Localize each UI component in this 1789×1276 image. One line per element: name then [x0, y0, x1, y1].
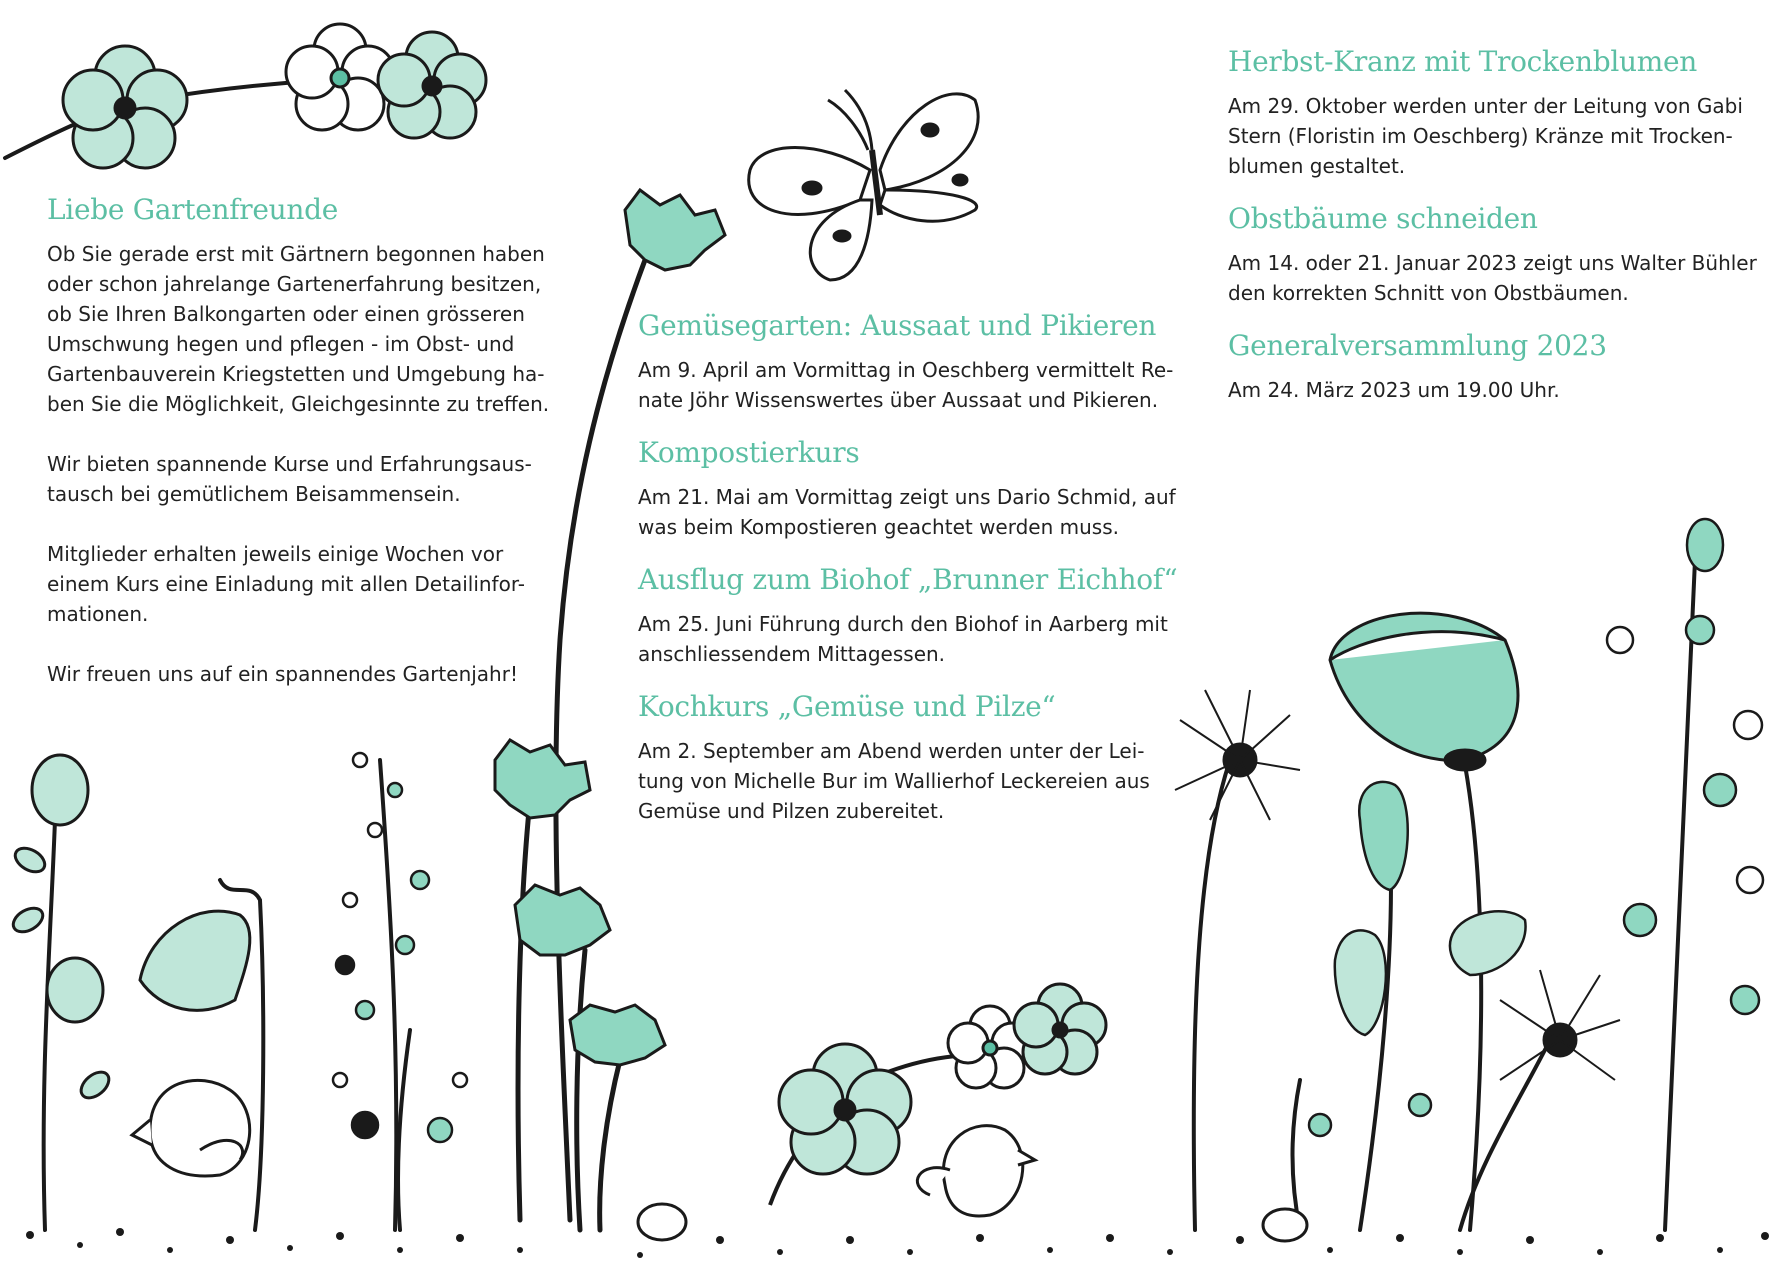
event-text-line: anschliessendem Mittagessen. [638, 642, 946, 666]
event-text-line: Am 9. April am Vormittag in Oeschberg vermittelt Re- [638, 358, 1174, 382]
event-section [1228, 328, 1768, 405]
intro-heading: Liebe Gartenfreunde [47, 193, 338, 226]
intro-line: oder schon jahrelange Gartenerfahrung besitzen, [47, 272, 542, 296]
intro-column [47, 192, 567, 689]
event-section [638, 435, 1178, 542]
event-text-line: Am 24. März 2023 um 19.00 Uhr. [1228, 378, 1560, 402]
intro-line: ob Sie Ihren Balkongarten oder einen grösseren [47, 302, 525, 326]
event-text-line: Am 21. Mai am Vormittag zeigt uns Dario Schmid, auf [638, 485, 1176, 509]
intro-line: tausch bei gemütlichem Beisammensein. [47, 482, 461, 506]
event-section [638, 689, 1178, 826]
butterfly [749, 90, 978, 280]
intro-line: einem Kurs eine Einladung mit allen Detailinfor- [47, 572, 525, 596]
intro-line: Gartenbauverein Kriegstetten und Umgebung ha- [47, 362, 545, 386]
event-section [638, 308, 1178, 415]
event-text-line: Am 25. Juni Führung durch den Biohof in Aarberg mit [638, 612, 1168, 636]
intro-line: Wir bieten spannende Kurse und Erfahrungsaus- [47, 452, 532, 476]
bird-left [132, 1080, 250, 1176]
paragraph-gap [47, 629, 567, 659]
event-heading: Generalversammlung 2023 [1228, 329, 1607, 362]
intro-line: Wir freuen uns auf ein spannendes Gartenjahr! [47, 662, 518, 686]
event-heading: Obstbäume schneiden [1228, 202, 1538, 235]
intro-line: ben Sie die Möglichkeit, Gleichgesinnte zu treffen. [47, 392, 550, 416]
ground-dots [26, 1228, 1769, 1258]
event-heading: Kompostierkurs [638, 436, 860, 469]
event-section [1228, 44, 1768, 181]
event-heading: Ausflug zum Biohof „Brunner Eichhof“ [638, 563, 1178, 596]
events-column-right [1228, 44, 1768, 425]
event-text-line: was beim Kompostieren geachtet werden muss. [638, 515, 1119, 539]
event-section [638, 562, 1178, 669]
event-heading: Gemüsegarten: Aussaat und Pikieren [638, 309, 1157, 342]
events-column-middle [638, 308, 1178, 846]
paragraph-gap [47, 509, 567, 539]
intro-line: Mitglieder erhalten jeweils einige Wochen vor [47, 542, 504, 566]
intro-line: mationen. [47, 602, 149, 626]
intro-line: Umschwung hegen und pflegen - im Obst- und [47, 332, 515, 356]
event-text-line: Gemüse und Pilzen zubereitet. [638, 799, 945, 823]
event-text-line: den korrekten Schnitt von Obstbäumen. [1228, 281, 1629, 305]
event-text-line: Am 29. Oktober werden unter der Leitung von Gabi [1228, 94, 1743, 118]
event-text-line: tung von Michelle Bur im Wallierhof Leckereien aus [638, 769, 1150, 793]
event-heading: Herbst-Kranz mit Trockenblumen [1228, 45, 1697, 78]
top-flowers [63, 24, 486, 168]
intro-text [47, 239, 567, 689]
event-text-line: Stern (Floristin im Oeschberg) Kränze mit Trocken- [1228, 124, 1733, 148]
event-text-line: Am 2. September am Abend werden unter der Lei- [638, 739, 1145, 763]
right-poppy [1330, 613, 1518, 770]
event-text-line: blumen gestaltet. [1228, 154, 1406, 178]
paragraph-gap [47, 419, 567, 449]
event-heading: Kochkurs „Gemüse und Pilze“ [638, 690, 1056, 723]
event-text-line: Am 14. oder 21. Januar 2023 zeigt uns Walter Bühler [1228, 251, 1757, 275]
event-text-line: nate Jöhr Wissenswertes über Aussaat und Pikieren. [638, 388, 1159, 412]
event-section [1228, 201, 1768, 308]
intro-line: Ob Sie gerade erst mit Gärtnern begonnen haben [47, 242, 545, 266]
